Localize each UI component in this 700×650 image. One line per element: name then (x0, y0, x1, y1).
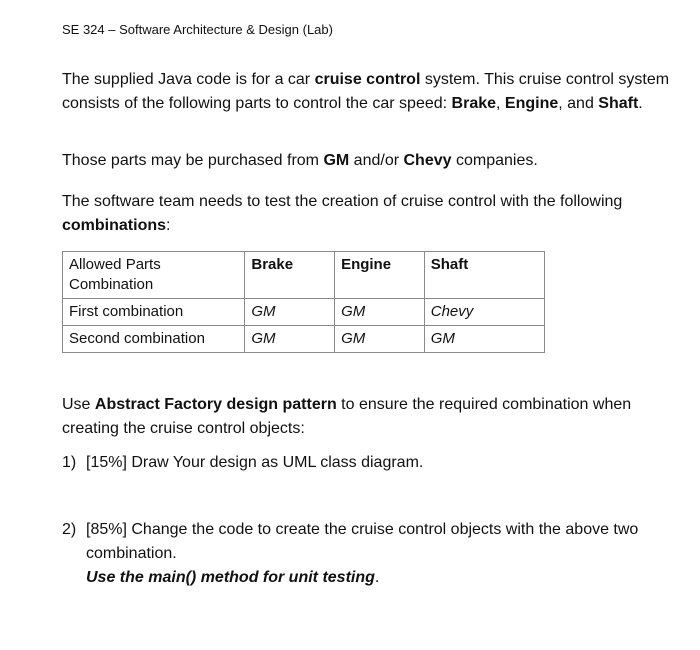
brake-cell: GM (245, 299, 335, 326)
intro-text-3: , (496, 95, 505, 112)
header-cell-brake: Brake (245, 252, 335, 299)
vendors-text-1: Those parts may be purchased from (62, 152, 324, 169)
document-header: SE 324 – Software Architecture & Design (Lab) (62, 22, 333, 37)
shaft-cell: GM (424, 326, 544, 353)
table-row (63, 326, 545, 353)
combinations-table (62, 251, 545, 353)
intro-bold-shaft: Shaft (598, 95, 639, 112)
pattern-bold-abstract-factory: Abstract Factory design pattern (94, 396, 337, 413)
intro-text-5: . (638, 95, 643, 112)
intro-bold-cruise-control: cruise control (314, 71, 421, 88)
row-label-cell: Second combination (63, 326, 245, 353)
vendors-bold-chevy: Chevy (403, 152, 452, 169)
engine-cell: GM (335, 326, 425, 353)
testing-text-1: The software team needs to test the creation of cruise control with the following (62, 193, 623, 210)
vendors-paragraph (62, 149, 674, 173)
intro-text-4: , and (558, 95, 599, 112)
testing-paragraph (62, 190, 674, 238)
item-1-text: [15%] Draw Your design as UML class diagram. (86, 454, 424, 471)
shaft-cell: Chevy (424, 299, 544, 326)
engine-cell: GM (335, 299, 425, 326)
testing-bold-combinations: combinations (62, 217, 167, 234)
pattern-text-1: Use (62, 396, 95, 413)
item-1-number: 1) (62, 454, 77, 471)
table-row (63, 299, 545, 326)
item-2-number: 2) (62, 521, 77, 538)
table-header-row (63, 252, 545, 299)
header-cell-shaft: Shaft (424, 252, 544, 299)
vendors-text-3: companies. (451, 152, 538, 169)
intro-paragraph (62, 68, 674, 116)
header-cell-allowed-parts: Allowed Parts Combination (63, 252, 245, 299)
pattern-paragraph (62, 393, 674, 441)
header-cell-engine: Engine (335, 252, 425, 299)
pattern-text-2: to ensure the required combination when creating the cruise control objects: (62, 396, 632, 437)
item-2-note-end: . (374, 569, 380, 586)
intro-text-1: The supplied Java code is for a car (62, 71, 315, 88)
vendors-bold-gm: GM (323, 152, 350, 169)
item-2-note: Use the main() method for unit testing (86, 569, 375, 586)
intro-bold-engine: Engine (504, 95, 559, 112)
testing-text-2: : (166, 217, 171, 234)
brake-cell: GM (245, 326, 335, 353)
row-label-cell: First combination (63, 299, 245, 326)
intro-bold-brake: Brake (451, 95, 497, 112)
intro-text-2: system. This cruise control system consists of the following parts to control the car speed: (62, 71, 670, 112)
item-2-text: [85%] Change the code to create the cruise control objects with the above two combination. (86, 521, 639, 562)
item-2-body (86, 518, 676, 590)
vendors-text-2: and/or (349, 152, 404, 169)
